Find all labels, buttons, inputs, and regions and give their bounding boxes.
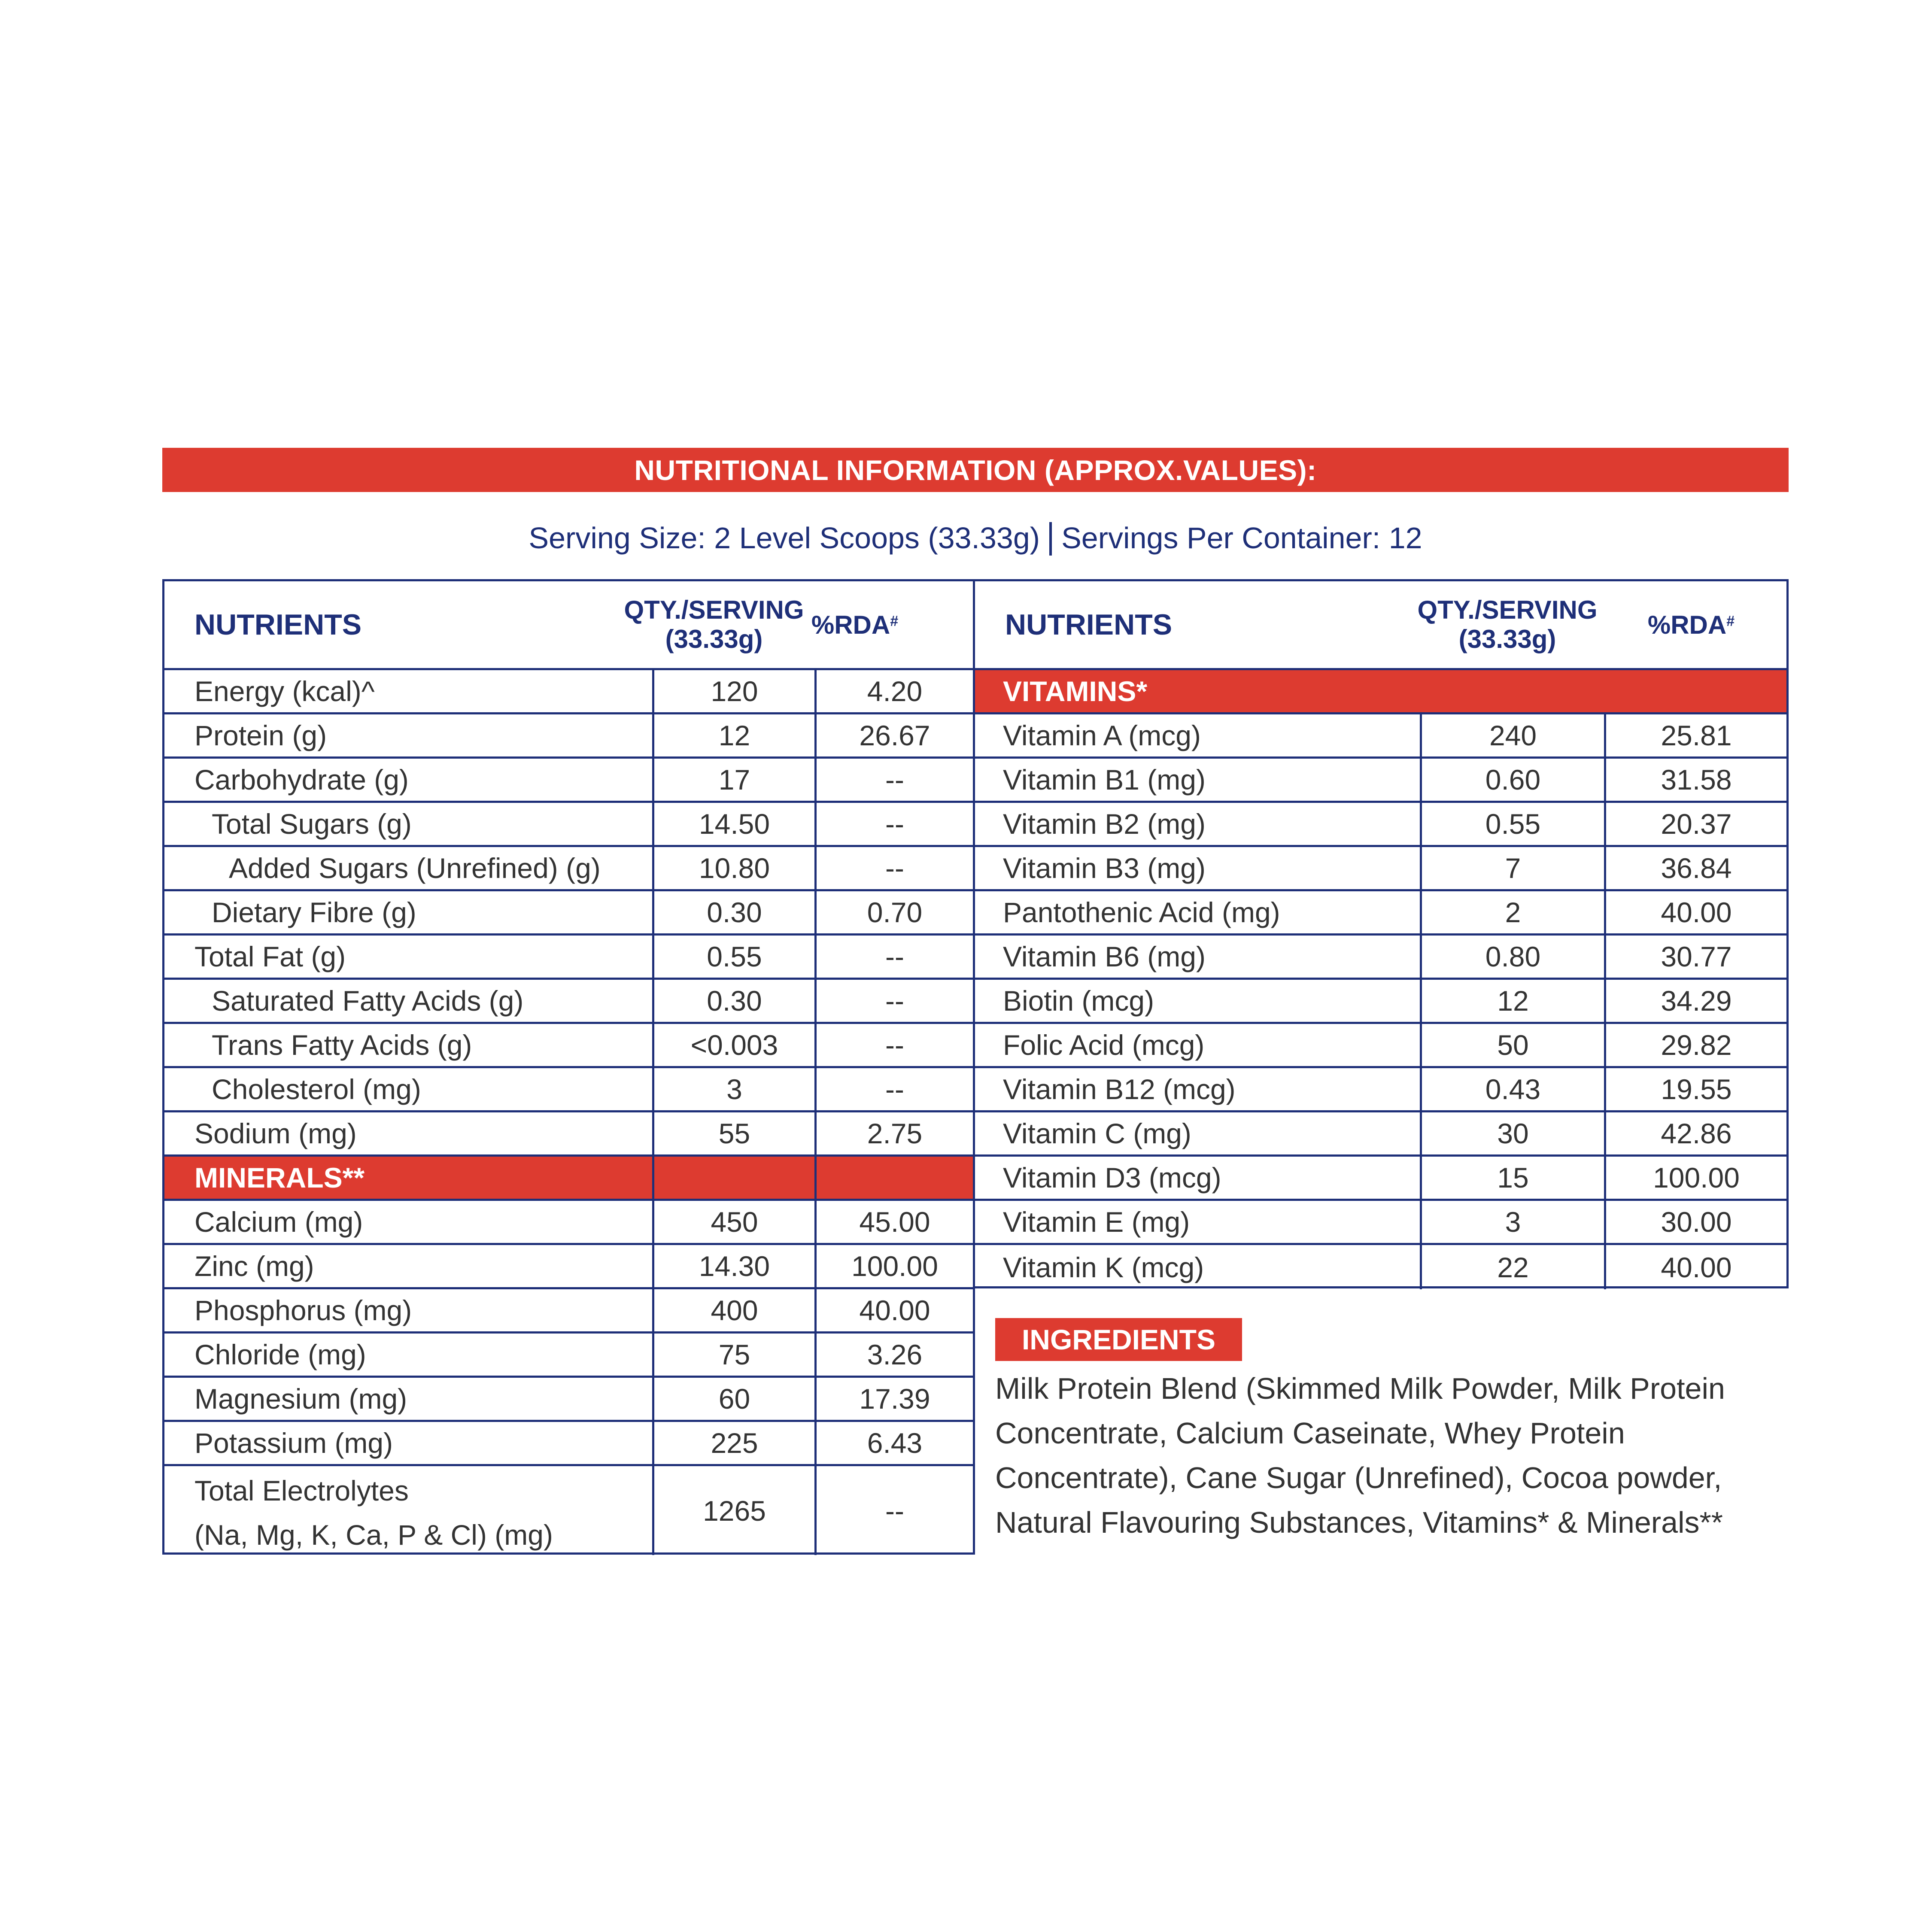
- nutrient-name: Saturated Fatty Acids (g): [212, 985, 524, 1017]
- vitamin-qty: 30: [1420, 1112, 1604, 1154]
- nutrient-name: Energy (kcal)^: [194, 675, 375, 707]
- vitamin-name: Vitamin K (mcg): [1003, 1251, 1204, 1283]
- vitamin-qty: 2: [1420, 891, 1604, 933]
- vitamin-name: Vitamin B1 (mg): [1003, 764, 1206, 796]
- mineral-name: Magnesium (mg): [194, 1383, 407, 1415]
- ingredients-text: Milk Protein Blend (Skimmed Milk Powder, Milk Protein Concentrate, Calcium Caseinate, Whey Protein Concentrate), Cane Sugar (Unrefined), Cocoa powder, Natural Flavouring Substances, Vitamins* & Minerals**: [995, 1372, 1725, 1539]
- minerals-label: MINERALS**: [194, 1162, 365, 1194]
- nutrient-row: [164, 759, 973, 803]
- vitamin-rda: 29.82: [1604, 1024, 1786, 1066]
- nutrient-rda: --: [814, 759, 973, 801]
- nutrition-title-bar: [162, 448, 1789, 492]
- serving-size: Serving Size: 2 Level Scoops (33.33g): [529, 521, 1040, 555]
- mineral-row: [164, 1334, 973, 1378]
- vitamin-qty: 7: [1420, 847, 1604, 889]
- electrolytes-rda: --: [814, 1466, 973, 1555]
- mineral-qty: 60: [652, 1378, 814, 1420]
- vitamin-rda: 19.55: [1604, 1068, 1786, 1110]
- nutrient-rda: --: [814, 1068, 973, 1110]
- vitamin-qty: 0.60: [1420, 759, 1604, 801]
- nutrient-rda: --: [814, 980, 973, 1022]
- vitamin-rda: 36.84: [1604, 847, 1786, 889]
- mineral-rda: 40.00: [814, 1289, 973, 1331]
- mineral-rda: 100.00: [814, 1245, 973, 1287]
- vitamin-qty: 15: [1420, 1157, 1604, 1199]
- minerals-qty-cell: [652, 1157, 814, 1199]
- nutrient-qty: 0.30: [652, 891, 814, 933]
- mineral-rda: 45.00: [814, 1201, 973, 1243]
- nutrient-rda: --: [814, 847, 973, 889]
- right-header-nutrients: NUTRIENTS: [1005, 608, 1173, 641]
- vitamin-rda: 34.29: [1604, 980, 1786, 1022]
- nutrient-row: [164, 714, 973, 759]
- vitamin-name: Vitamin C (mg): [1003, 1118, 1191, 1149]
- left-header-qty: [624, 581, 804, 668]
- electrolytes-name-line1: Total Electrolytes: [194, 1475, 409, 1507]
- vitamin-name: Pantothenic Acid (mg): [1003, 896, 1280, 928]
- left-nutrient-table: [162, 579, 975, 1555]
- vitamin-rda: 25.81: [1604, 714, 1786, 756]
- mineral-name: Calcium (mg): [194, 1206, 363, 1238]
- vitamin-name: Vitamin A (mcg): [1003, 720, 1201, 751]
- nutrient-row: [164, 1112, 973, 1157]
- mineral-name: Phosphorus (mg): [194, 1294, 412, 1326]
- nutrient-qty: 14.50: [652, 803, 814, 845]
- vitamin-row: [975, 803, 1786, 847]
- vitamin-qty: 0.43: [1420, 1068, 1604, 1110]
- nutrition-title: NUTRITIONAL INFORMATION (APPROX.VALUES):: [634, 454, 1317, 486]
- nutrient-row: [164, 847, 973, 891]
- vitamin-qty: 0.55: [1420, 803, 1604, 845]
- nutrient-rda: --: [814, 803, 973, 845]
- nutrient-rda: --: [814, 936, 973, 978]
- vitamin-name: Biotin (mcg): [1003, 985, 1154, 1017]
- vitamin-qty: 3: [1420, 1201, 1604, 1243]
- nutrient-qty: 0.55: [652, 936, 814, 978]
- vitamin-row: [975, 891, 1786, 936]
- left-table-header: [164, 581, 973, 670]
- nutrient-name: Added Sugars (Unrefined) (g): [229, 852, 601, 884]
- nutrient-name: Total Sugars (g): [212, 808, 412, 840]
- mineral-name: Chloride (mg): [194, 1339, 366, 1370]
- electrolytes-qty: 1265: [652, 1466, 814, 1555]
- nutrient-name: Dietary Fibre (g): [212, 896, 416, 928]
- vitamin-rda: 20.37: [1604, 803, 1786, 845]
- vitamin-rda: 40.00: [1604, 891, 1786, 933]
- nutrient-name: Cholesterol (mg): [212, 1073, 421, 1105]
- mineral-name: Zinc (mg): [194, 1250, 314, 1282]
- vitamin-name: Vitamin E (mg): [1003, 1206, 1190, 1238]
- right-header-qty: [1415, 581, 1600, 668]
- right-header-qty-line2: (33.33g): [1458, 625, 1556, 653]
- vitamin-row: [975, 1112, 1786, 1157]
- nutrient-row: [164, 803, 973, 847]
- right-table-header: [975, 581, 1786, 670]
- mineral-row: [164, 1289, 973, 1334]
- nutrient-name: Sodium (mg): [194, 1118, 357, 1149]
- mineral-row: [164, 1245, 973, 1289]
- nutrient-name: Protein (g): [194, 720, 327, 751]
- vitamin-name: Folic Acid (mcg): [1003, 1029, 1205, 1061]
- mineral-qty: 14.30: [652, 1245, 814, 1287]
- vitamin-row: [975, 1201, 1786, 1245]
- vitamin-qty: 22: [1420, 1245, 1604, 1289]
- nutrient-rda: --: [814, 1024, 973, 1066]
- vitamins-label: VITAMINS*: [1003, 675, 1148, 707]
- left-header-qty-line1: QTY./SERVING: [624, 595, 804, 624]
- mineral-qty: 75: [652, 1334, 814, 1376]
- nutrient-row: [164, 670, 973, 714]
- mineral-row: [164, 1201, 973, 1245]
- right-header-rda: %RDA #: [1647, 610, 1735, 639]
- nutrient-qty: 17: [652, 759, 814, 801]
- nutrient-qty: <0.003: [652, 1024, 814, 1066]
- vitamin-name: Vitamin D3 (mcg): [1003, 1162, 1221, 1194]
- vitamin-qty: 50: [1420, 1024, 1604, 1066]
- right-header-qty-line1: QTY./SERVING: [1417, 595, 1598, 624]
- vitamin-rda: 40.00: [1604, 1245, 1786, 1289]
- nutrient-rda: 4.20: [814, 670, 973, 712]
- servings-per-container: Servings Per Container: 12: [1061, 521, 1422, 555]
- left-header-rda: %RDA #: [811, 610, 899, 639]
- mineral-qty: 450: [652, 1201, 814, 1243]
- left-header-nutrients: NUTRIENTS: [194, 608, 362, 641]
- vitamin-row: [975, 759, 1786, 803]
- vitamin-row: [975, 980, 1786, 1024]
- mineral-row: [164, 1378, 973, 1422]
- vitamin-row: [975, 1157, 1786, 1201]
- nutrient-qty: 120: [652, 670, 814, 712]
- vitamin-qty: 240: [1420, 714, 1604, 756]
- mineral-qty: 400: [652, 1289, 814, 1331]
- nutrient-qty: 0.30: [652, 980, 814, 1022]
- vitamin-rda: 42.86: [1604, 1112, 1786, 1154]
- vitamin-row: [975, 1024, 1786, 1068]
- mineral-qty: 225: [652, 1422, 814, 1464]
- vitamin-rda: 31.58: [1604, 759, 1786, 801]
- electrolytes-name: [194, 1466, 553, 1555]
- mineral-rda: 17.39: [814, 1378, 973, 1420]
- electrolytes-name-line2: (Na, Mg, K, Ca, P & Cl) (mg): [194, 1519, 553, 1551]
- mineral-name: Potassium (mg): [194, 1427, 393, 1459]
- nutrient-row: [164, 891, 973, 936]
- serving-separator: [1049, 522, 1052, 556]
- vitamin-row: [975, 847, 1786, 891]
- nutrient-name: Total Fat (g): [194, 941, 346, 972]
- vitamin-name: Vitamin B3 (mg): [1003, 852, 1206, 884]
- mineral-rda: 3.26: [814, 1334, 973, 1376]
- vitamin-qty: 12: [1420, 980, 1604, 1022]
- nutrient-row: [164, 980, 973, 1024]
- vitamins-section-header: [975, 670, 1786, 714]
- vitamin-name: Vitamin B12 (mcg): [1003, 1073, 1236, 1105]
- vitamin-qty: 0.80: [1420, 936, 1604, 978]
- nutrient-name: Carbohydrate (g): [194, 764, 409, 796]
- vitamin-name: Vitamin B6 (mg): [1003, 941, 1206, 972]
- minerals-section-header: [164, 1157, 973, 1201]
- electrolytes-row: [164, 1466, 973, 1555]
- nutrient-row: [164, 1068, 973, 1112]
- nutrient-rda: 26.67: [814, 714, 973, 756]
- nutrient-qty: 3: [652, 1068, 814, 1110]
- vitamin-rda: 100.00: [1604, 1157, 1786, 1199]
- nutrient-qty: 55: [652, 1112, 814, 1154]
- nutrient-rda: 0.70: [814, 891, 973, 933]
- minerals-rda-cell: [814, 1157, 973, 1199]
- vitamin-row: [975, 714, 1786, 759]
- vitamin-row: [975, 936, 1786, 980]
- mineral-rda: 6.43: [814, 1422, 973, 1464]
- vitamin-name: Vitamin B2 (mg): [1003, 808, 1206, 840]
- vitamin-rda: 30.00: [1604, 1201, 1786, 1243]
- nutrient-rda: 2.75: [814, 1112, 973, 1154]
- serving-info: [162, 514, 1789, 562]
- left-header-qty-line2: (33.33g): [665, 625, 763, 653]
- mineral-row: [164, 1422, 973, 1466]
- nutrient-row: [164, 936, 973, 980]
- ingredients-label: INGREDIENTS: [995, 1318, 1242, 1361]
- nutrient-qty: 10.80: [652, 847, 814, 889]
- nutrient-name: Trans Fatty Acids (g): [212, 1029, 472, 1061]
- vitamin-rda: 30.77: [1604, 936, 1786, 978]
- nutrient-qty: 12: [652, 714, 814, 756]
- nutrient-row: [164, 1024, 973, 1068]
- vitamin-row: [975, 1068, 1786, 1112]
- vitamin-row: [975, 1245, 1786, 1289]
- right-nutrient-table: [973, 579, 1789, 1288]
